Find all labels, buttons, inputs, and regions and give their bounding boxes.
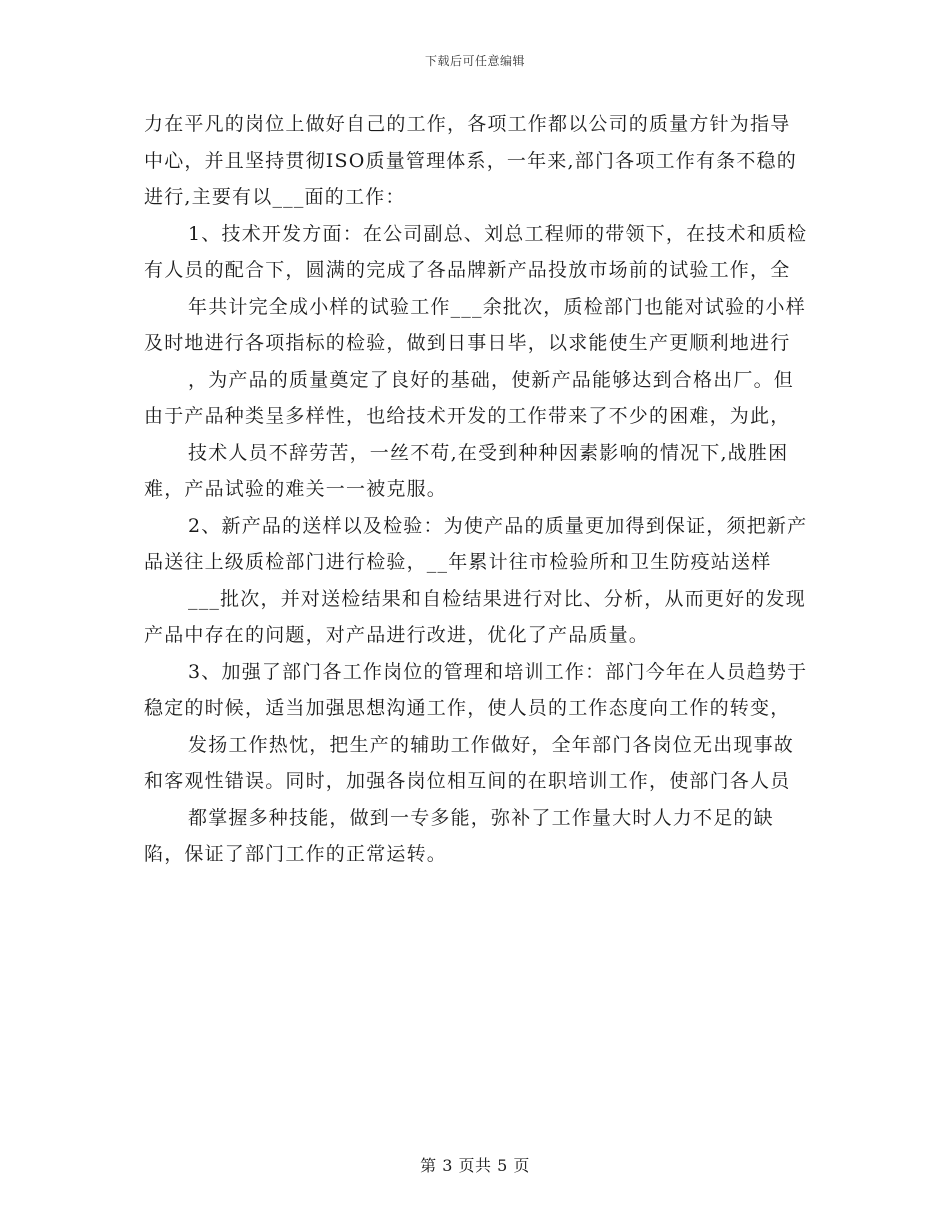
paragraph-3: 年共计完全成小样的试验工作___余批次，质检部门也能对试验的小样及时地进行各项指标的检验，做到日事日毕，以求能使生产更顺利地进行 [144,295,806,354]
page-footer: 第 3 页共 5 页 [420,1156,530,1175]
paragraph-7: ___批次，并对送检结果和自检结果进行对比、分析，从而更好的发现产品中存在的问题，对产品进行改进，优化了产品质量。 [144,587,806,646]
paragraph-1: 力在平凡的岗位上做好自己的工作，各项工作都以公司的质量方针为指导中心，并且坚持贯彻ISO质量管理体系，一年来,部门各项工作有条不稳的进行,主要有以___面的工作： [144,113,797,208]
paragraph-10: 都掌握多种技能，做到一专多能，弥补了工作量大时人力不足的缺陷，保证了部门工作的正常运转。 [144,806,774,865]
paragraph-2: 1、技术开发方面：在公司副总、刘总工程师的带领下，在技术和质检有人员的配合下，圆满的完成了各品牌新产品投放市场前的试验工作，全 [144,222,808,281]
paragraph-5: 技术人员不辞劳苦，一丝不苟,在受到种种因素影响的情况下,战胜困难，产品试验的难关一一被克服。 [144,441,789,500]
paragraph-6: 2、新产品的送样以及检验：为使产品的质量更加得到保证，须把新产品送往上级质检部门进行检验，__年累计往市检验所和卫生防疫站送样 [144,514,808,573]
paragraph-8: 3、加强了部门各工作岗位的管理和培训工作：部门今年在人员趋势于稳定的时候，适当加强思想沟通工作，使人员的工作态度向工作的转变， [144,660,808,719]
paragraph-9: 发扬工作热忱，把生产的辅助工作做好，全年部门各岗位无出现事故和客观性错误。同时，加强各岗位相互间的在职培训工作，使部门各人员 [144,733,795,792]
document-body [144,106,809,873]
paragraph-4: ，为产品的质量奠定了良好的基础，使新产品能够达到合格出厂。但由于产品种类呈多样性，也给技术开发的工作带来了不少的困难，为此， [144,368,795,427]
page-header: 下载后可任意编辑 [424,54,525,68]
